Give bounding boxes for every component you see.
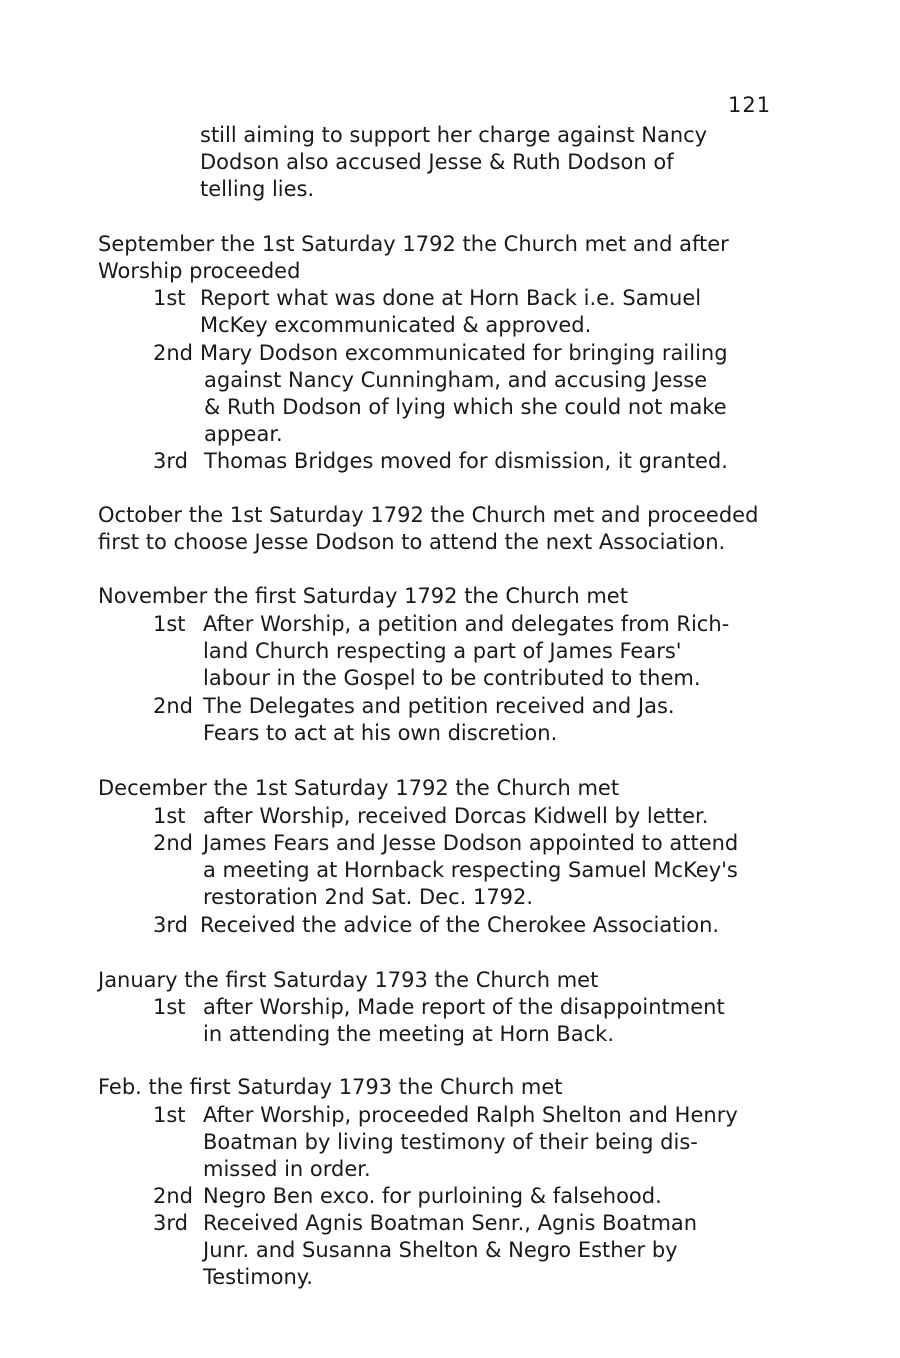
item-number: 1st	[153, 286, 186, 310]
text-line: against Nancy Cunningham, and accusing Jesse	[204, 368, 708, 392]
text-line: still aiming to support her charge against Nancy	[200, 123, 708, 147]
item-number: 1st	[153, 612, 186, 636]
text-line: Dodson also accused Jesse & Ruth Dodson of	[200, 150, 674, 174]
text-line: restoration 2nd Sat. Dec. 1792.	[203, 885, 534, 909]
entry-heading: January the first Saturday 1793 the Church met	[98, 968, 599, 992]
text-line: labour in the Gospel to be contributed to them.	[203, 666, 701, 690]
item-number: 2nd	[153, 341, 194, 365]
text-line: After Worship, a petition and delegates from Rich-	[203, 612, 730, 636]
item-number: 3rd	[153, 449, 188, 473]
entry-heading: October the 1st Saturday 1792 the Church met and proceeded	[98, 503, 759, 527]
text-line: Received Agnis Boatman Senr., Agnis Boatman	[203, 1211, 698, 1235]
entry-heading: December the 1st Saturday 1792 the Church met	[98, 776, 620, 800]
item-number: 2nd	[153, 831, 194, 855]
item-number: 2nd	[153, 1184, 194, 1208]
text-line: Thomas Bridges moved for dismission, it granted.	[204, 449, 728, 473]
item-number: 1st	[153, 804, 186, 828]
text-line: James Fears and Jesse Dodson appointed to attend	[203, 831, 739, 855]
entry-heading: Feb. the first Saturday 1793 the Church met	[98, 1075, 563, 1099]
text-line: Received the advice of the Cherokee Association.	[200, 913, 720, 937]
item-number: 1st	[153, 1103, 186, 1127]
text-line: Testimony.	[203, 1265, 313, 1289]
text-line: after Worship, Made report of the disappointment	[203, 995, 725, 1019]
text-line: Junr. and Susanna Shelton & Negro Esther by	[203, 1238, 678, 1262]
text-line: after Worship, received Dorcas Kidwell by letter.	[203, 804, 709, 828]
item-number: 3rd	[153, 1211, 188, 1235]
text-line: appear.	[204, 422, 283, 446]
text-line: missed in order.	[203, 1157, 371, 1181]
text-line: After Worship, proceeded Ralph Shelton and Henry	[203, 1103, 738, 1127]
item-number: 3rd	[153, 913, 188, 937]
text-line: land Church respecting a part of James Fears'	[203, 639, 682, 663]
entry-heading: September the 1st Saturday 1792 the Church met and after	[98, 232, 729, 256]
text-line: Mary Dodson excommunicated for bringing railing	[200, 341, 728, 365]
page-number: 121	[728, 93, 772, 117]
item-number: 1st	[153, 995, 186, 1019]
item-number: 2nd	[153, 694, 194, 718]
text-line: & Ruth Dodson of lying which she could not make	[204, 395, 727, 419]
text-line: telling lies.	[200, 177, 315, 201]
text-line: Report what was done at Horn Back i.e. Samuel	[200, 286, 702, 310]
text-line: a meeting at Hornback respecting Samuel McKey's	[203, 858, 738, 882]
text-line: Boatman by living testimony of their being dis-	[203, 1130, 698, 1154]
text-line: in attending the meeting at Horn Back.	[203, 1022, 615, 1046]
text-line: McKey excommunicated & approved.	[200, 313, 592, 337]
entry-heading: November the first Saturday 1792 the Church met	[98, 584, 628, 608]
text-line: Fears to act at his own discretion.	[203, 721, 558, 745]
entry-heading: Worship proceeded	[98, 259, 301, 283]
text-line: The Delegates and petition received and Jas.	[203, 694, 675, 718]
entry-heading: first to choose Jesse Dodson to attend the next Association.	[98, 530, 726, 554]
text-line: Negro Ben exco. for purloining & falsehood.	[203, 1184, 662, 1208]
